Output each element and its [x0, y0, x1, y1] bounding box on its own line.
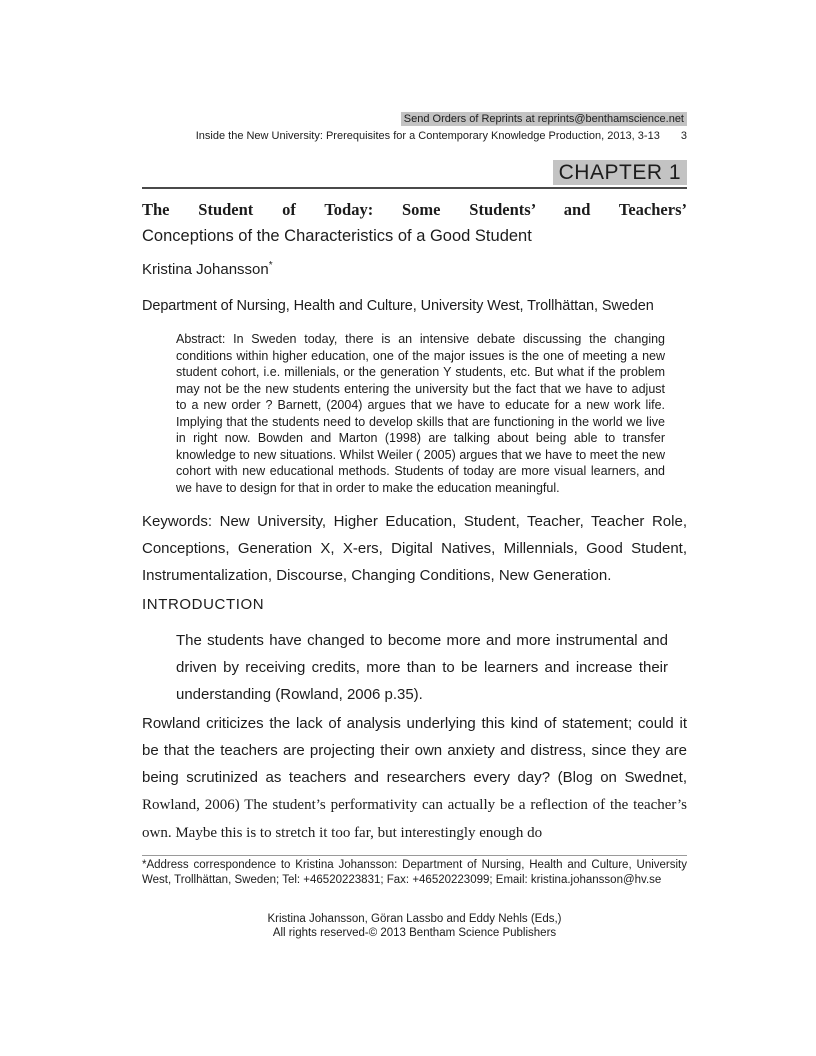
keywords-text: New University, Higher Education, Student, Teacher, Teacher Role, Conceptions, Generation X, X-ers, Digital Natives, Millennials, Good Student, Instrumentalization, Discourse, Changing Conditions, New Generation.: [142, 513, 687, 584]
chapter-title: [142, 197, 687, 249]
chapter-row: [142, 160, 687, 185]
running-header-row: [142, 129, 687, 143]
keywords: [142, 508, 687, 589]
author-line: [142, 255, 687, 281]
body-paragraph-serif-segment: Rowland, 2006) The student’s performativity can actually be a reflection of the teacher’s own. Maybe this is to stretch it too far, but interestingly enough do: [142, 797, 687, 841]
chapter-label: CHAPTER 1: [553, 160, 687, 185]
affiliation: Department of Nursing, Health and Culture, University West, Trollhättan, Sweden: [142, 298, 654, 314]
keywords-label: Keywords:: [142, 513, 213, 530]
header-rule: [142, 187, 687, 189]
chapter-title-line1: The Student of Today: Some Students’ and Teachers’: [142, 200, 687, 219]
abstract-label: Abstract:: [176, 332, 226, 346]
block-quote: The students have changed to become more and more instrumental and driven by receiving credits, more than to be learners and increase their understanding (Rowland, 2006 p.35).: [176, 632, 668, 703]
abstract: [176, 331, 665, 496]
copyright-line: All rights reserved-© 2013 Bentham Science Publishers: [272, 927, 557, 939]
reprint-notice: Send Orders of Reprints at reprints@benthamscience.net: [401, 112, 687, 126]
author-name: Kristina Johansson: [142, 261, 269, 278]
page-number: 3: [680, 130, 687, 142]
body-paragraph: [142, 710, 687, 847]
author-footnote-marker: *: [268, 260, 273, 271]
publisher-credits: [142, 912, 687, 940]
section-heading-introduction: INTRODUCTION: [142, 596, 265, 613]
running-title: Inside the New University: Prerequisites for a Contemporary Knowledge Production, 2013, 3-13: [195, 130, 660, 142]
page-content: [142, 112, 687, 940]
body-paragraph-sans-segment: Rowland criticizes the lack of analysis underlying this kind of statement; could it be that the teachers are projecting their own anxiety and distress, since they are being scrutinized as teachers and researchers every day? (Blog on Swednet,: [142, 715, 687, 786]
editors-line: Kristina Johansson, Göran Lassbo and Eddy Nehls (Eds,): [267, 913, 562, 925]
reprint-notice-row: [142, 112, 687, 126]
abstract-text: In Sweden today, there is an intensive debate discussing the changing conditions within higher education, one of the major issues is the one of meeting a new student cohort, i.e. millenials, or the generation Y students, etc. But what if the problem may not be the new students entering the university but the fact that we have to adjust to a new order ? Barnett, (2004) argues that we have to educate for a new work life. Implying that the students need to develop skills that are functioning in the world we live in right now. Bowden and Marton (1998) are talking about being able to transfer knowledge to new situations. Whilst Weiler ( 2005) argues that we have to meet the new cohort with new educational methods. Students of today are more visual learners, and we have to design for that in order to make the education meaningful.: [176, 332, 665, 495]
correspondence-footnote: *Address correspondence to Kristina Johansson: Department of Nursing, Health and Culture, University West, Trollhättan, Sweden; Tel: +46520223831; Fax: +46520223099; Email: kristina.johansson@hv.se: [142, 859, 687, 886]
chapter-title-line2: Conceptions of the Characteristics of a Good Student: [142, 227, 532, 245]
footnote-rule: [142, 855, 687, 856]
